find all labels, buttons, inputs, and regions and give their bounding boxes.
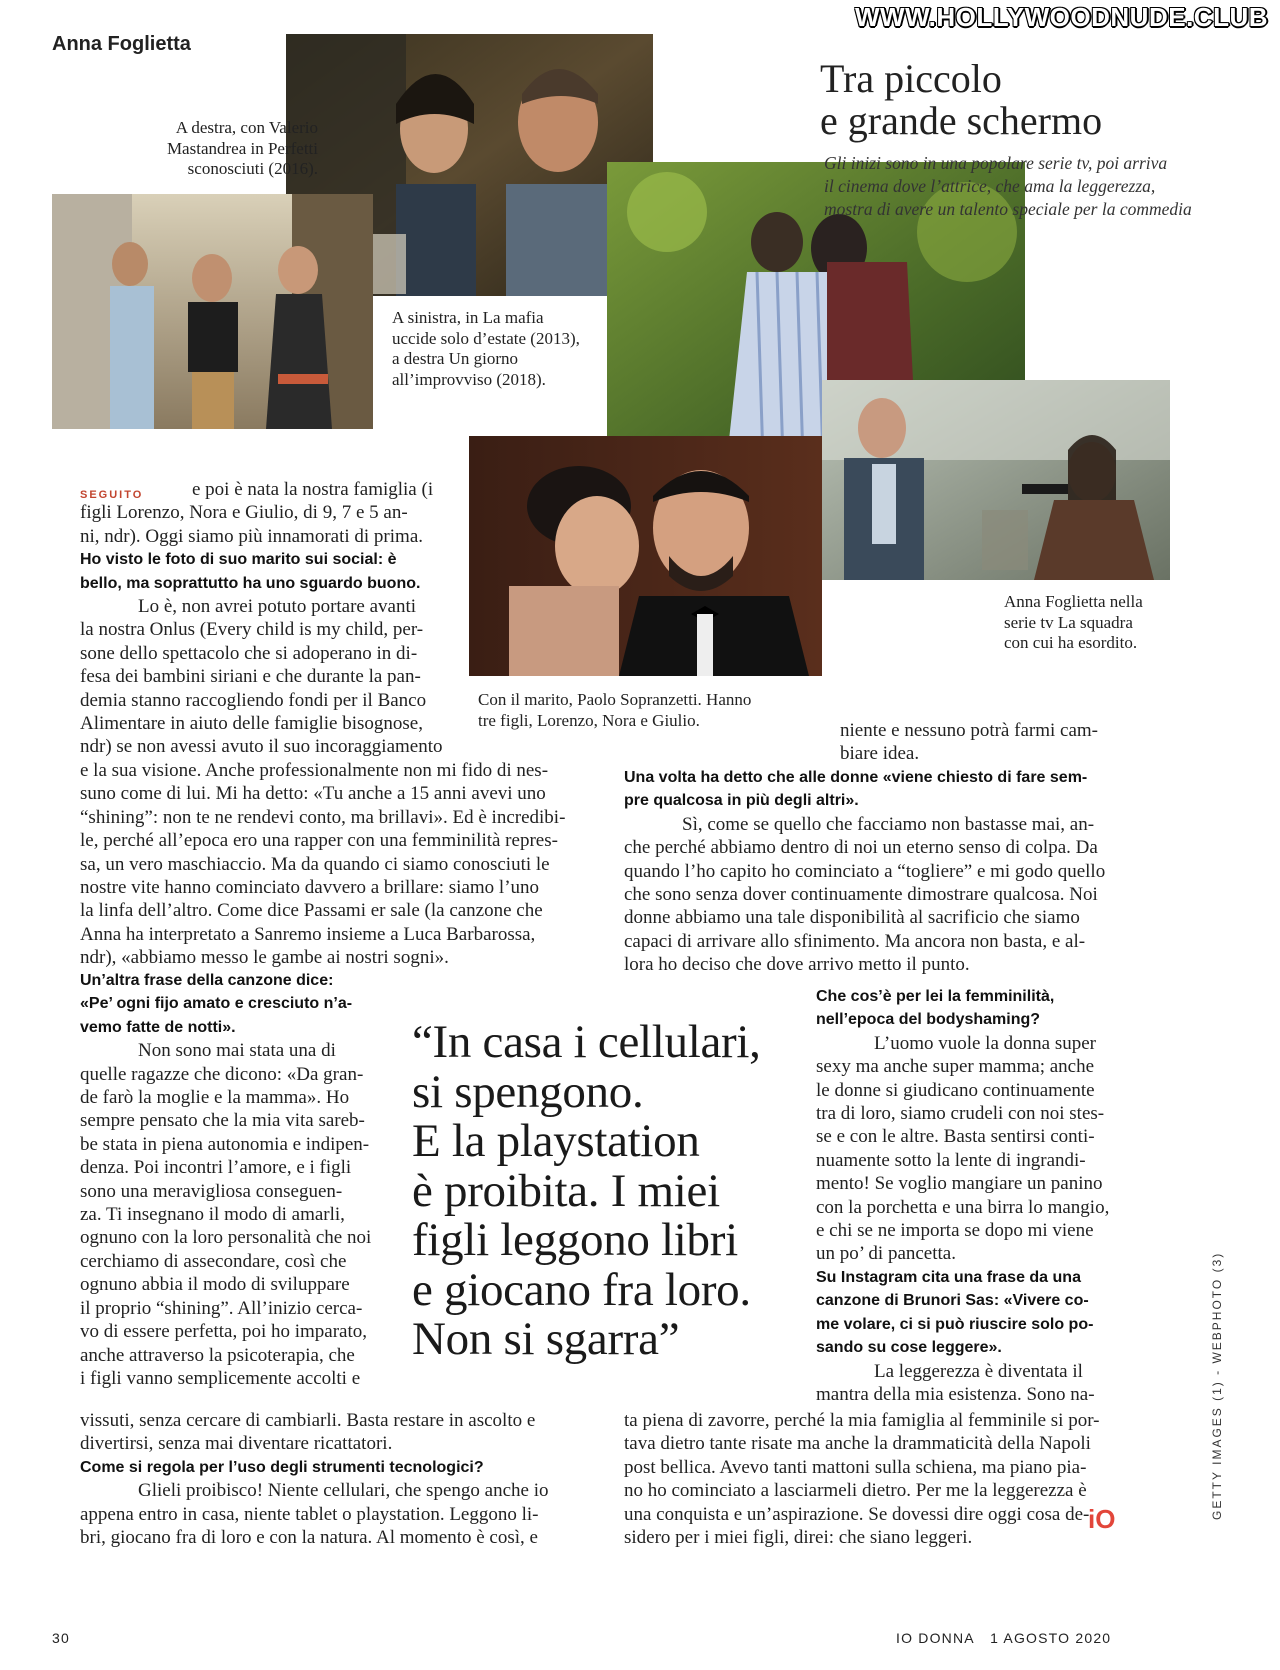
caption-line: all’improvviso (2018). xyxy=(392,369,546,389)
body-line: sidero per i miei figli, direi: che siano leggeri. xyxy=(624,1527,973,1549)
body-line: sexy ma anche super mamma; anche xyxy=(816,1056,1095,1078)
body-line: no ho cominciato a lasciarmeli dietro. Per me la leggerezza è xyxy=(624,1480,1087,1502)
kicker-seguito: SEGUITO xyxy=(80,489,144,501)
body-line: le donne si giudicano continuamente xyxy=(816,1079,1095,1101)
dek xyxy=(824,152,1244,221)
article-column-left-narrow xyxy=(80,969,390,1390)
body-line: capaci di arrivare allo sfinimento. Ma ancora non basta, e al- xyxy=(624,930,1086,952)
body-line: tava dietro tante risate ma anche la drammaticità della Napoli xyxy=(624,1433,1091,1455)
headline-line: e grande schermo xyxy=(820,98,1103,143)
pull-quote-line: “In casa i cellulari, xyxy=(412,1016,761,1068)
pull-quote-line: e giocano fra loro. xyxy=(412,1263,751,1316)
body-line: sone dello spettacolo che si adoperano in di- xyxy=(80,642,418,664)
caption-line: Anna Foglietta nella xyxy=(1004,592,1143,611)
body-line: la nostra Onlus (Every child is my child, per- xyxy=(80,619,424,641)
caption-line: con cui ha esordito. xyxy=(1004,633,1138,652)
caption-squadra xyxy=(1004,592,1204,654)
dek-line: Gli inizi sono in una popolare serie tv, poi arriva xyxy=(824,153,1168,173)
footer-magazine xyxy=(896,1630,1111,1646)
magazine-name: IO DONNA xyxy=(896,1630,975,1646)
body-line: nuamente sotto la lente di ingrandi- xyxy=(816,1149,1086,1171)
dek-line: mostra di avere un talento speciale per la commedia xyxy=(824,199,1192,219)
body-line: sono una meravigliosa conseguen- xyxy=(80,1180,343,1202)
pull-quote-line: è proibita. I miei xyxy=(412,1164,720,1217)
body-line: vo di essere perfetta, poi ho imparato, xyxy=(80,1321,368,1343)
interview-question: canzone di Brunori Sas: «Vivere co- xyxy=(816,1292,1089,1310)
body-line: donne abbiamo una tale disponibilità al sacrificio che siamo xyxy=(624,907,1080,929)
body-line: vissuti, senza cercare di cambiarli. Basta restare in ascolto e xyxy=(80,1410,536,1431)
interview-question: me volare, ci si può riuscire solo po- xyxy=(816,1315,1094,1333)
body-line: se e con le altre. Basta sentirsi conti- xyxy=(816,1126,1095,1148)
pull-quote-line: E la playstation xyxy=(412,1115,700,1167)
headline-line: Tra piccolo xyxy=(820,56,1002,101)
caption-line: sconosciuti (2016). xyxy=(187,159,318,178)
body-line: e chi se ne importa se dopo mi viene xyxy=(816,1220,1094,1242)
body-line: una conquista e un’aspirazione. Se dovessi dire oggi cosa de- xyxy=(624,1503,1090,1525)
body-line: Non sono mai stata una di xyxy=(138,1040,336,1062)
caption-line: Mastandrea in Perfetti xyxy=(166,138,318,158)
interview-question: Su Instagram cita una frase da una xyxy=(816,1268,1081,1286)
body-line: con la porchetta e una birra lo mangio, xyxy=(816,1196,1110,1218)
interview-question: vemo fatte de notti». xyxy=(80,1018,236,1036)
body-line: L’uomo vuole la donna super xyxy=(874,1032,1096,1054)
photo-con-il-marito xyxy=(469,436,822,676)
caption-line: serie tv La squadra xyxy=(1004,612,1133,632)
body-line: che perché abbiamo dentro di noi un eterno senso di colpa. Da xyxy=(624,837,1098,859)
body-line: denza. Poi incontri l’amore, e i figli xyxy=(80,1157,352,1179)
interview-question: Come si regola per l’uso degli strumenti tecnologici? xyxy=(80,1458,484,1476)
interview-question: Che cos’è per lei la femminilità, xyxy=(816,988,1055,1005)
interview-question: Una volta ha detto che alle donne «viene chiesto di fare sem- xyxy=(624,769,1088,786)
caption-line: uccide solo d’estate (2013), xyxy=(392,328,580,348)
body-line: Alimentare in aiuto delle famiglie bisognose, xyxy=(80,713,423,735)
article-column-right-bottom xyxy=(624,1409,1124,1549)
body-line: quelle ragazze che dicono: «Da gran- xyxy=(80,1063,364,1085)
body-line: nostre vite hanno cominciato davvero a brillare: siamo l’uno xyxy=(80,877,540,899)
body-line: mento! Se voglio mangiare un panino xyxy=(816,1173,1103,1195)
interview-question: sando su cose leggere». xyxy=(816,1339,1002,1357)
body-line: bri, giocano fra di loro e con la natura. Al momento è così, e xyxy=(80,1527,538,1549)
caption-line: A destra, con Valerio xyxy=(175,118,318,137)
body-line: “shining”: non te ne rendevi conto, ma brillavi». Ed è incredibi- xyxy=(80,806,566,828)
issue-date: 1 AGOSTO 2020 xyxy=(990,1630,1112,1646)
section-label: Anna Foglietta xyxy=(52,33,191,55)
body-line: za. Ti insegnano il modo di amarli, xyxy=(80,1204,345,1226)
pull-quote-line: si spengono. xyxy=(412,1065,644,1118)
pull-quote-line: Non si sgarra” xyxy=(412,1313,680,1365)
article-column-right-top xyxy=(840,719,1140,766)
body-line: ta piena di zavorre, perché la mia famiglia al femminile si por- xyxy=(624,1410,1100,1431)
article-column-right-narrow xyxy=(816,985,1126,1406)
body-line: ndr) se non avessi avuto il suo incoraggiamento xyxy=(80,736,443,758)
dek-line: il cinema dove l’attrice, che ama la leggerezza, xyxy=(824,176,1156,196)
watermark: WWW.HOLLYWOODNUDE.CLUB xyxy=(855,2,1268,32)
article-column-left xyxy=(80,478,448,759)
body-line: ndr), «abbiamo messo le gambe ai nostri sogni». xyxy=(80,947,449,969)
interview-question: nell’epoca del bodyshaming? xyxy=(816,1011,1041,1029)
body-line: lora ho deciso che dove arrivo metto il punto. xyxy=(624,954,970,976)
body-line: sa, un vero maschiaccio. Ma da quando ci siamo conosciuti le xyxy=(80,853,550,875)
page-number: 30 xyxy=(52,1630,70,1646)
body-line: post bellica. Avevo tanti mattoni sulla schiena, ma piano pia- xyxy=(624,1456,1087,1478)
photo-credit: GETTY IMAGES (1) - WEBPHOTO (3) xyxy=(1210,1251,1224,1520)
body-line: Lo è, non avrei potuto portare avanti xyxy=(138,596,417,618)
body-line: il proprio “shining”. All’inizio cerca- xyxy=(80,1297,363,1319)
pull-quote-line: figli leggono libri xyxy=(412,1214,738,1266)
body-line: be stata in piena autonomia e indipen- xyxy=(80,1133,370,1155)
body-line: Glieli proibisco! Niente cellulari, che spengo anche io xyxy=(138,1480,549,1502)
body-line: ognuno con la loro personalità che noi xyxy=(80,1227,372,1249)
body-line: divertirsi, senza mai diventare ricattatori. xyxy=(80,1433,393,1455)
body-line: tra di loro, siamo crudeli con noi stes- xyxy=(816,1103,1105,1125)
headline xyxy=(820,58,1240,142)
body-line: le, perché all’epoca ero una rapper con una femminilità repres- xyxy=(80,830,558,852)
body-line: niente e nessuno potrà farmi cam- xyxy=(840,720,1098,741)
interview-question: Ho visto le foto di suo marito sui social: è xyxy=(80,551,397,569)
body-line: anche attraverso la psicoterapia, che xyxy=(80,1344,355,1366)
body-line: suno come di lui. Mi ha detto: «Tu anche a 15 anni avevi uno xyxy=(80,783,546,805)
article-column-left-bottom xyxy=(80,1409,580,1549)
body-line: mantra della mia esistenza. Sono na- xyxy=(816,1383,1095,1405)
photo-un-giorno-all-improvviso xyxy=(52,194,373,429)
body-line: quando l’ho capito ho cominciato a “togliere” e mi godo quello xyxy=(624,860,1106,882)
interview-question: pre qualcosa in più degli altri». xyxy=(624,792,859,810)
photo-la-squadra xyxy=(822,380,1170,580)
body-line: La leggerezza è diventata il xyxy=(874,1360,1083,1382)
body-line: biare idea. xyxy=(840,743,920,765)
caption-line: tre figli, Lorenzo, Nora e Giulio. xyxy=(478,710,700,730)
body-line: de farò la moglie e la mamma». Ho xyxy=(80,1087,350,1109)
body-line: Anna ha interpretato a Sanremo insieme a Luca Barbarossa, xyxy=(80,923,536,945)
body-line: figli Lorenzo, Nora e Giulio, di 9, 7 e 5 an- xyxy=(80,502,408,524)
pull-quote xyxy=(412,1018,792,1365)
article-column-left-wide xyxy=(80,759,580,970)
interview-question: Un’altra frase della canzone dice: xyxy=(80,972,334,989)
body-line: ni, ndr). Oggi siamo più innamorati di prima. xyxy=(80,525,424,547)
body-line: un po’ di pancetta. xyxy=(816,1243,956,1265)
body-line: che sono senza dover continuamente dimostrare qualcosa. Noi xyxy=(624,884,1098,906)
body-line: la linfa dell’altro. Come dice Passami er sale (la canzone che xyxy=(80,900,543,922)
caption-marito xyxy=(478,690,818,731)
caption-line: a destra Un giorno xyxy=(392,349,519,368)
body-line: appena entro in casa, niente tablet o playstation. Leggono li- xyxy=(80,1503,539,1525)
body-line: sempre pensato che la mia vita sareb- xyxy=(80,1110,365,1132)
body-line: e la sua visione. Anche professionalmente non mi fido di nes- xyxy=(80,760,549,781)
end-logo: iO xyxy=(1088,1504,1116,1534)
body-line: i figli vanno semplicemente accolti e xyxy=(80,1367,361,1389)
body-line: Sì, come se quello che facciamo non bastasse mai, an- xyxy=(682,813,1095,835)
body-line: fesa dei bambini siriani e che durante la pan- xyxy=(80,666,421,688)
caption-mafia xyxy=(392,308,612,390)
body-line: e poi è nata la nostra famiglia (i xyxy=(192,479,434,500)
body-line: demia stanno raccogliendo fondi per il Banco xyxy=(80,689,427,711)
interview-question: bello, ma soprattutto ha uno sguardo buono. xyxy=(80,574,421,592)
body-line: ognuno abbia il modo di sviluppare xyxy=(80,1274,350,1296)
caption-perfetti xyxy=(148,118,318,180)
caption-line: A sinistra, in La mafia xyxy=(392,308,544,327)
article-column-right xyxy=(624,766,1124,977)
caption-line: Con il marito, Paolo Sopranzetti. Hanno xyxy=(478,690,752,709)
body-line: cerchiamo di assecondare, così che xyxy=(80,1250,347,1272)
interview-question: «Pe’ ogni fijo amato e cresciuto n’a- xyxy=(80,995,353,1013)
